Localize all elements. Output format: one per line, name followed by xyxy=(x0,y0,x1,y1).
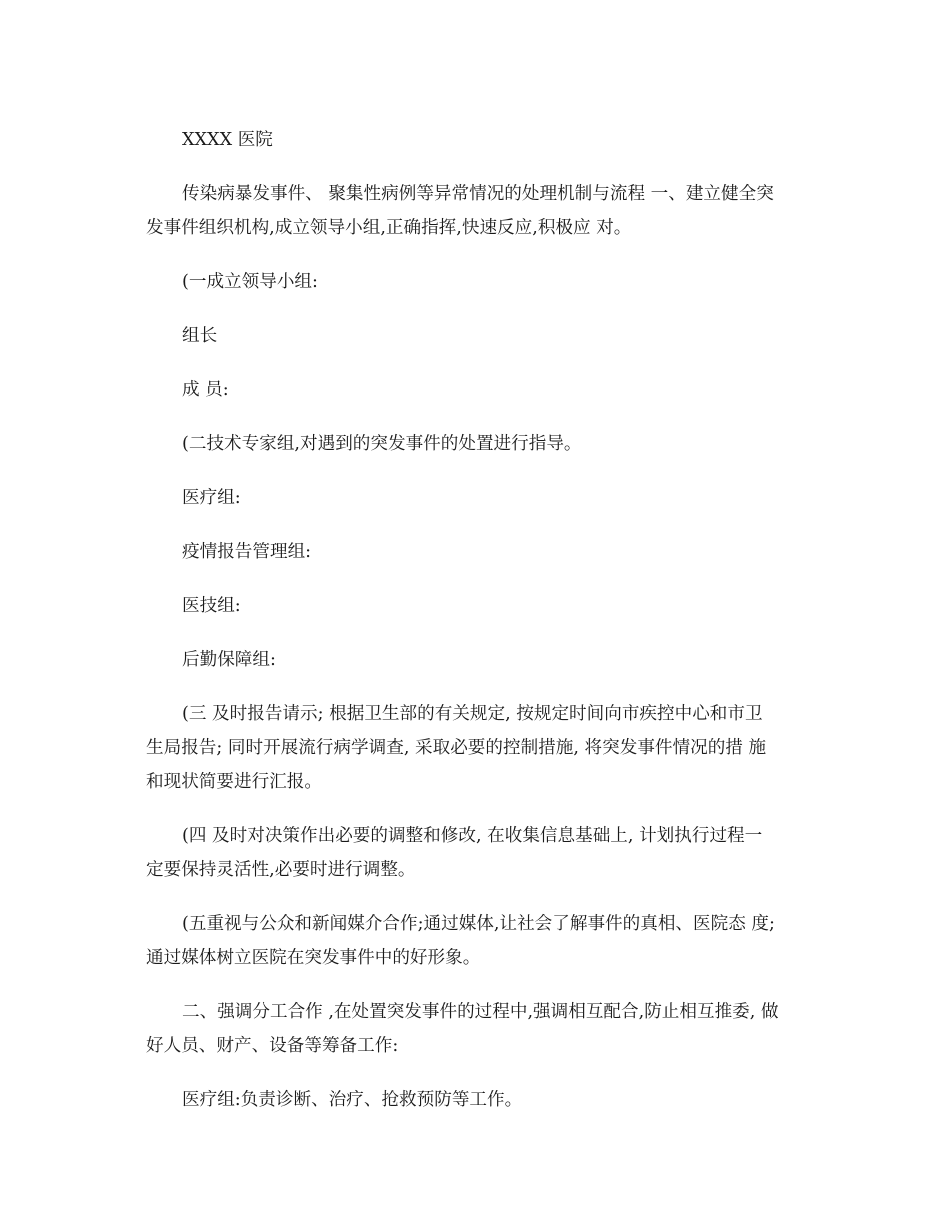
text-line: 医疗组:负责诊断、治疗、抢救预防等工作。 xyxy=(182,1090,523,1110)
paragraph xyxy=(146,1083,816,1117)
paragraph xyxy=(146,319,816,353)
text-line: 二、强调分工合作 ,在处置突发事件的过程中,强调相互配合,防止相互推委, 做 xyxy=(182,1002,779,1022)
text-line: 医疗组: xyxy=(182,488,241,508)
paragraph xyxy=(146,589,816,623)
text-line: 定要保持灵活性,必要时进行调整。 xyxy=(146,860,416,880)
paragraph xyxy=(146,427,816,461)
text-line: 和现状简要进行汇报。 xyxy=(146,772,322,792)
paragraph xyxy=(146,819,816,887)
paragraph xyxy=(146,643,816,677)
paragraph xyxy=(146,481,816,515)
text-line: (三 及时报告请示; 根据卫生部的有关规定, 按规定时间向市疾控中心和市卫 xyxy=(182,704,763,724)
text-line: 生局报告; 同时开展流行病学调查, 采取必要的控制措施, 将突发事件情况的措 施 xyxy=(146,738,767,758)
text-line: 疫情报告管理组: xyxy=(182,542,312,562)
text-line: (五重视与公众和新闻媒介合作;通过媒体,让社会了解事件的真相、医院态 度; xyxy=(182,914,775,934)
text-line: 后勤保障组: xyxy=(182,650,276,670)
text-line: (一成立领导小组: xyxy=(182,272,318,292)
text-line: XXXX 医院 xyxy=(182,130,273,150)
text-line: (二技术专家组,对遇到的突发事件的处置进行指导。 xyxy=(182,434,582,454)
document-page xyxy=(146,123,816,1137)
paragraph xyxy=(146,907,816,975)
text-line: (四 及时对决策作出必要的调整和修改, 在收集信息基础上, 计划执行过程一 xyxy=(182,826,763,846)
text-line: 成 员: xyxy=(182,380,229,400)
text-line: 好人员、财产、设备等筹备工作: xyxy=(146,1036,399,1056)
paragraph xyxy=(146,373,816,407)
paragraph xyxy=(146,177,816,245)
text-line: 通过媒体树立医院在突发事件中的好形象。 xyxy=(146,948,481,968)
text-line: 组长 xyxy=(182,326,218,346)
paragraph xyxy=(146,535,816,569)
text-line: 传染病暴发事件、 聚集性病例等异常情况的处理机制与流程 一、建立健全突 xyxy=(182,184,774,204)
text-line: 医技组: xyxy=(182,596,241,616)
paragraph xyxy=(146,697,816,799)
paragraph xyxy=(146,265,816,299)
paragraph xyxy=(146,123,816,157)
text-line: 发事件组织机构,成立领导小组,正确指挥,快速反应,积极应 对。 xyxy=(146,218,632,238)
paragraph xyxy=(146,995,816,1063)
